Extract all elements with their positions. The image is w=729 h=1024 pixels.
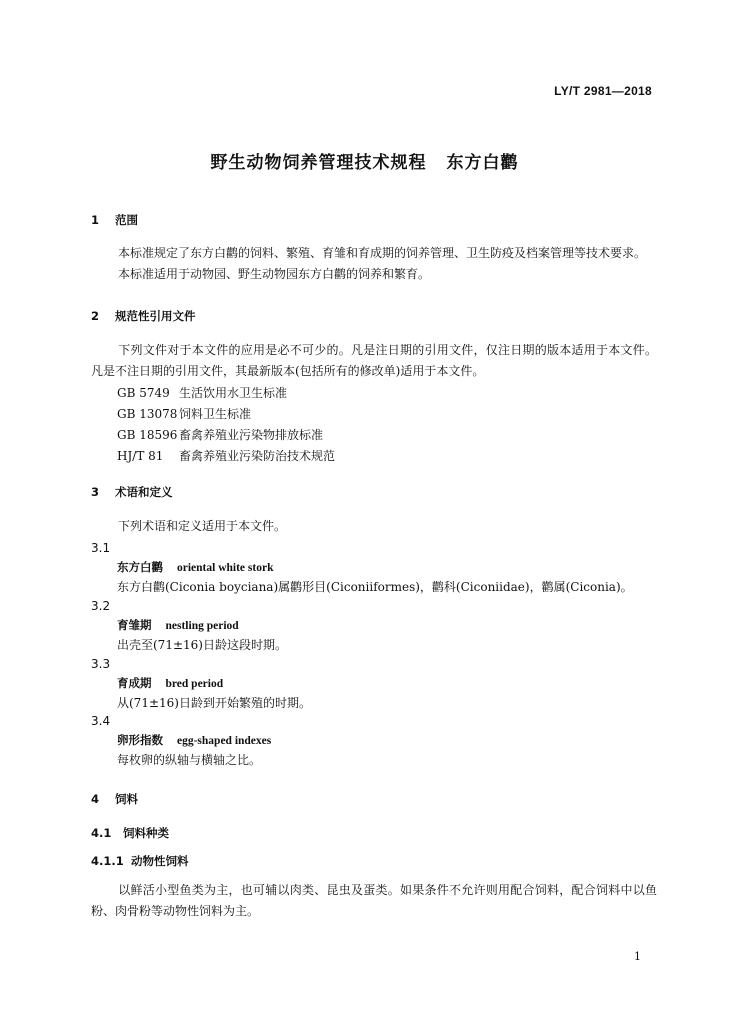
term-number: 3.2 (91, 599, 111, 613)
section-2-heading (91, 308, 196, 324)
feed-paragraph: 以鲜活小型鱼类为主，也可辅以肉类、昆虫及蛋类。如果条件不允许则用配合饲料，配合饲料中以鱼粉、肉骨粉等动物性饲料为主。 (91, 883, 657, 918)
section-4-heading (91, 791, 138, 807)
term-number: 3.1 (91, 541, 111, 555)
term-en: nestling period (165, 620, 239, 632)
section-number: 4.1 (91, 826, 112, 840)
section-4-1-1-heading (91, 853, 189, 869)
section-number: 1 (91, 213, 100, 227)
section-title: 规范性引用文件 (115, 309, 196, 323)
term-heading (117, 617, 239, 633)
term-number: 3.3 (91, 657, 111, 671)
section-title: 饲料种类 (123, 826, 169, 840)
reference-item (117, 405, 251, 422)
section-4-1-heading (91, 825, 169, 841)
section-title: 动物性饲料 (131, 854, 189, 868)
section-number: 4 (91, 792, 100, 806)
section-title: 范围 (115, 213, 138, 227)
reference-name: 畜禽养殖业污染物排放标准 (179, 428, 324, 442)
section-number: 4.1.1 (91, 854, 124, 868)
term-en: bred period (165, 678, 224, 690)
reference-name: 畜禽养殖业污染防治技术规范 (179, 449, 336, 463)
scope-paragraph-1: 本标准规定了东方白鹳的饲料、繁殖、育雏和育成期的饲养管理、卫生防疫及档案管理等技术要求。 (118, 246, 647, 260)
term-zh: 育成期 (117, 676, 152, 690)
term-zh: 育雏期 (117, 618, 152, 632)
term-number: 3.4 (91, 714, 111, 728)
reference-code: GB 5749 (117, 386, 170, 400)
reference-code: GB 13078 (117, 407, 178, 421)
section-3-heading (91, 484, 173, 500)
reference-item (117, 447, 335, 464)
section-1-heading (91, 212, 138, 228)
reference-item (117, 426, 323, 443)
section-number: 3 (91, 485, 100, 499)
term-heading (117, 559, 273, 575)
section-number: 2 (91, 309, 100, 323)
section-title: 术语和定义 (115, 485, 173, 499)
title-main: 野生动物饲养管理技术规程 (210, 153, 427, 173)
term-heading (117, 732, 271, 748)
term-definition: 东方白鹳(Ciconia boyciana)属鹳形目(Ciconiiformes)，鹳科(Ciconiidae)，鹳属(Ciconia)。 (117, 580, 633, 594)
title-sub: 东方白鹳 (446, 153, 519, 173)
reference-code: GB 18596 (117, 428, 178, 442)
term-en: egg-shaped indexes (177, 735, 272, 747)
term-definition: 出壳至(71±16)日龄这段时期。 (117, 638, 287, 652)
document-title (0, 148, 729, 173)
reference-item (117, 384, 287, 401)
reference-code: HJ/T 81 (117, 449, 164, 463)
standard-code: LY/T 2981—2018 (554, 84, 652, 98)
term-en: oriental white stork (177, 562, 274, 574)
section-title: 饲料 (115, 792, 138, 806)
term-zh: 东方白鹳 (117, 560, 163, 574)
term-heading (117, 675, 223, 691)
page-number: 1 (634, 950, 641, 963)
terms-intro: 下列术语和定义适用于本文件。 (118, 519, 287, 533)
term-zh: 卵形指数 (117, 733, 163, 747)
scope-paragraph-2: 本标准适用于动物园、野生动物园东方白鹳的饲养和繁育。 (118, 267, 431, 281)
term-definition: 每枚卵的纵轴与横轴之比。 (117, 753, 262, 767)
references-intro: 下列文件对于本文件的应用是必不可少的。凡是注日期的引用文件，仅注日期的版本适用于本文件。凡是不注日期的引用文件，其最新版本(包括所有的修改单)适用于本文件。 (91, 343, 657, 378)
reference-name: 生活饮用水卫生标准 (179, 386, 288, 400)
reference-name: 饲料卫生标准 (179, 407, 252, 421)
term-definition: 从(71±16)日龄到开始繁殖的时期。 (117, 696, 311, 710)
